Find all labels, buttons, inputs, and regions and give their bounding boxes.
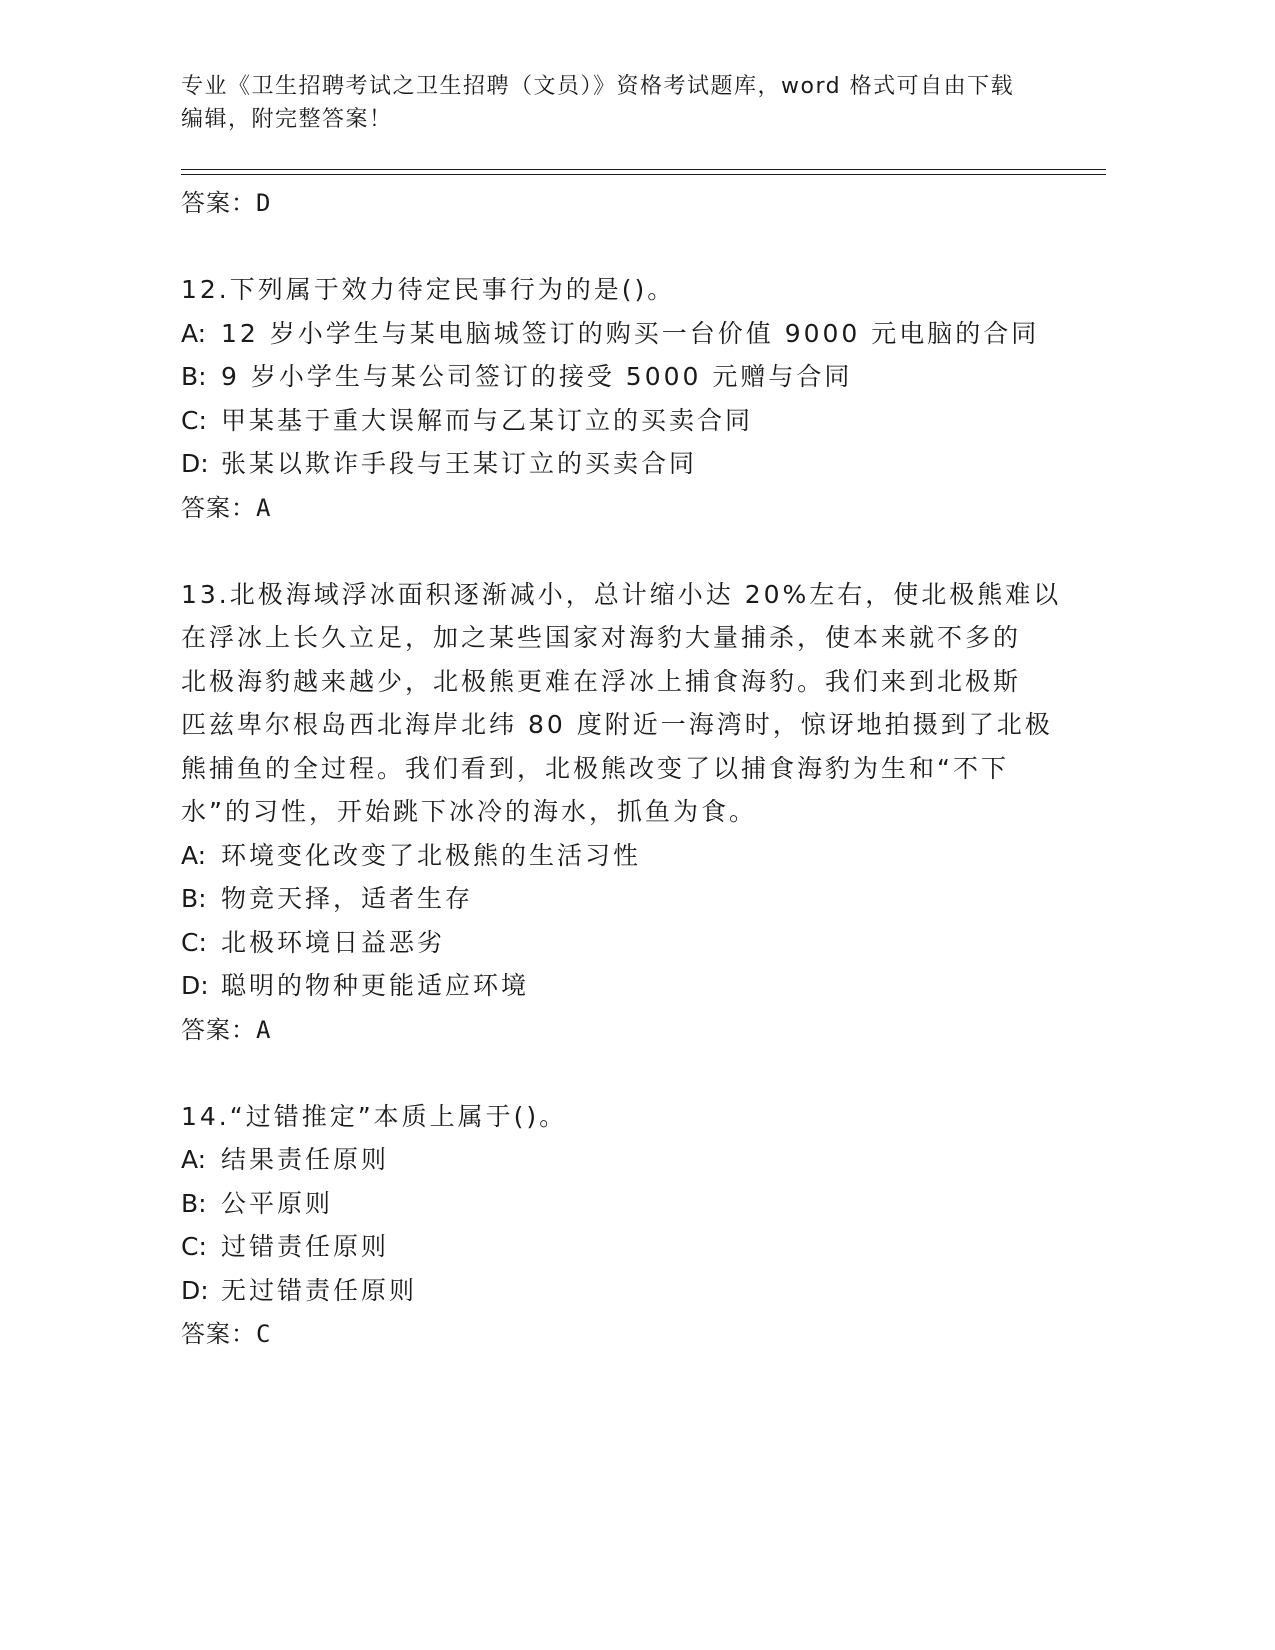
previous-answer: 答案：D bbox=[181, 189, 272, 217]
question-13 bbox=[181, 573, 1062, 1052]
option-text: 环境变化改变了北极熊的生活习性 bbox=[221, 840, 642, 870]
option-c bbox=[181, 921, 1041, 965]
answer-line: 答案：A bbox=[181, 493, 272, 522]
option-letter: A: bbox=[181, 840, 207, 870]
option-letter: C: bbox=[181, 1232, 207, 1261]
option-text: 聪明的物种更能适应环境 bbox=[221, 971, 530, 1000]
option-text: 北极环境日益恶劣 bbox=[221, 927, 446, 957]
document-header bbox=[181, 70, 1041, 136]
option-d bbox=[181, 1269, 1041, 1313]
option-d bbox=[181, 964, 1041, 1008]
option-b bbox=[181, 1182, 1041, 1226]
option-letter: B: bbox=[181, 1188, 207, 1218]
option-a bbox=[181, 1138, 1041, 1182]
option-text: 无过错责任原则 bbox=[221, 1275, 418, 1305]
question-stem-line: 匹兹卑尔根岛西北海岸北纬 80 度附近一海湾时，惊讶地拍摄到了北极 bbox=[181, 710, 1053, 739]
question-12 bbox=[181, 268, 1041, 530]
answer-line: 答案：C bbox=[181, 1320, 272, 1348]
option-c bbox=[181, 399, 1041, 443]
question-stem-line: 在浮冰上长久立足，加之某些国家对海豹大量捕杀，使本来就不多的 bbox=[181, 623, 1022, 652]
spacer bbox=[181, 225, 1041, 268]
option-text: 过错责任原则 bbox=[221, 1232, 390, 1261]
spacer bbox=[181, 1052, 1041, 1095]
question-stem-line: 水”的习性，开始跳下冰冷的海水，抓鱼为食。 bbox=[181, 797, 757, 826]
option-letter: D: bbox=[181, 449, 209, 478]
question-stem: 12.下列属于效力待定民事行为的是()。 bbox=[181, 275, 676, 304]
header-divider-bottom bbox=[181, 174, 1106, 175]
question-14 bbox=[181, 1095, 1041, 1357]
option-text: 物竞天择，适者生存 bbox=[221, 884, 474, 913]
answer-line: 答案：A bbox=[181, 1015, 272, 1044]
option-b bbox=[181, 877, 1041, 921]
option-text: 9 岁小学生与某公司签订的接受 5000 元赠与合同 bbox=[221, 362, 853, 391]
option-a bbox=[181, 312, 1041, 356]
option-text: 结果责任原则 bbox=[221, 1145, 390, 1174]
header-line-2: 编辑，附完整答案！ bbox=[181, 107, 393, 132]
question-list bbox=[181, 181, 1062, 1356]
option-letter: B: bbox=[181, 884, 207, 913]
header-line-1: 专业《卫生招聘考试之卫生招聘（文员）》资格考试题库，word 格式可自由下载 bbox=[181, 74, 1015, 99]
question-stem-line: 13.北极海域浮冰面积逐渐减小，总计缩小达 20%左右，使北极熊难以 bbox=[181, 579, 1062, 609]
option-b bbox=[181, 355, 1041, 399]
option-d bbox=[181, 442, 1041, 486]
question-stem-line: 熊捕鱼的全过程。我们看到，北极熊改变了以捕食海豹为生和“不下 bbox=[181, 753, 1009, 783]
option-text: 甲某基于重大误解而与乙某订立的买卖合同 bbox=[221, 405, 754, 435]
option-letter: C: bbox=[181, 405, 207, 435]
option-text: 12 岁小学生与某电脑城签订的购买一台价值 9000 元电脑的合同 bbox=[221, 318, 1040, 348]
option-c bbox=[181, 1225, 1041, 1269]
question-stem: 14.“过错推定”本质上属于()。 bbox=[181, 1101, 568, 1131]
option-a bbox=[181, 834, 1041, 878]
option-letter: B: bbox=[181, 362, 207, 391]
option-letter: A: bbox=[181, 318, 207, 348]
header-divider-top bbox=[181, 169, 1106, 170]
option-text: 张某以欺诈手段与王某订立的买卖合同 bbox=[221, 449, 698, 478]
question-stem-line: 北极海豹越来越少，北极熊更难在浮冰上捕食海豹。我们来到北极斯 bbox=[181, 666, 1022, 696]
option-letter: D: bbox=[181, 1275, 209, 1305]
option-letter: C: bbox=[181, 927, 207, 957]
spacer bbox=[181, 530, 1041, 573]
option-letter: D: bbox=[181, 971, 209, 1000]
option-letter: A: bbox=[181, 1145, 207, 1174]
option-text: 公平原则 bbox=[221, 1188, 334, 1218]
